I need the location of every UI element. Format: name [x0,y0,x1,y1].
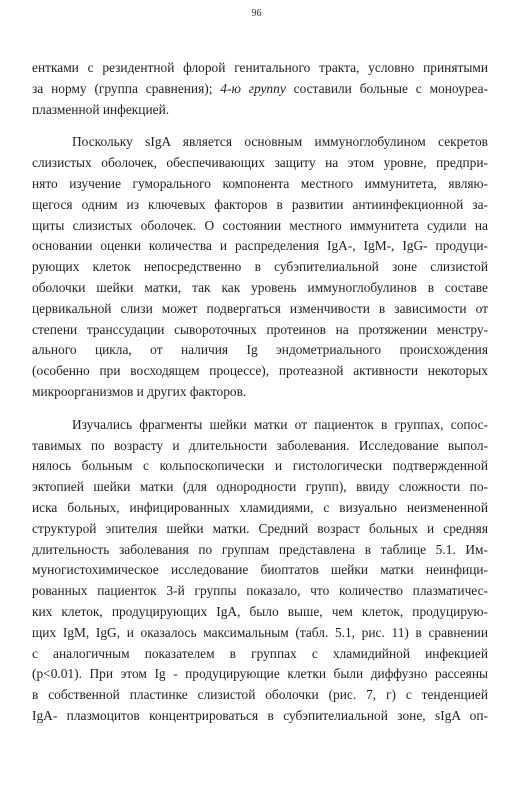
text-line: рующих клеток непосредственно в субэпителиальной зоне слизистой [32,259,488,275]
text-line: оболочки шейки матки, так как уровень иммуноглобулинов в составе [32,279,488,295]
text-line: Поскольку sIgA является основным иммуноглобулином секретов [72,134,488,150]
text-line: в собственной пластинке слизистой оболочки (рис. 7, г) с тенденцией [32,687,488,703]
text-line: иска больных, инфицированных хламидиями, с визуально неизмененной [32,499,488,515]
text-line: щиты слизистых оболочек. О состоянии местного иммунитета судили на [32,217,488,233]
text-line: ального цикла, от наличия Ig эндометриального происхождения [32,342,488,358]
text-line: нято изучение гуморального компонента местного иммунитета, являю- [32,175,488,191]
text-line: микроорганизмов и других факторов. [32,383,247,399]
text-line-with-italic: за норму (группа сравнения); 4-ю группу составили больные с моноуреа- [32,80,488,96]
text-line: Изучались фрагменты шейки матки от пациенток в группах, сопос- [72,416,488,432]
text-line: щих IgM, IgG, и оказалось максимальным (табл. 5.1, рис. 11) в сравнении [32,624,488,640]
text-line: эктопией шейки матки (для однородности групп), ввиду сложности по- [32,479,488,495]
text-line: ких клеток, продуцирующих IgA, было выше, чем клеток, продуцирую- [32,603,488,619]
text-line: степени транссудации сывороточных протеинов на протяжении менстру- [32,321,488,337]
text-line: слизистых оболочек, обеспечивающих защиту на этом уровне, предпри- [32,155,488,171]
text-line: с аналогичным показателем в группах с хламидийной инфекцией [32,645,488,661]
text-line: плазменной инфекцией. [32,101,170,117]
text-line: ентками с резидентной флорой генитального тракта, условно принятыми [32,60,488,75]
text-line: (особенно при восходящем процессе), протеазной активности некоторых [32,363,488,379]
text-line: щегося одним из ключевых факторов в развитии антиинфекционной за- [32,196,488,212]
text-line: тавимых по возрасту и длительности заболевания. Исследование выпол- [32,437,488,453]
page-number: 96 [251,8,262,19]
text-line: IgA- плазмоцитов концентрироваться в субэпителиальной зоне, sIgA оп- [32,707,488,723]
text-line: структурой эпителия шейки матки. Средний возраст больных и средняя [32,520,488,536]
text-line: муногистохимическое исследование биоптатов шейки матки неинфици- [32,562,488,578]
text-line: длительность заболевания по группам представлена в таблице 5.1. Им- [32,541,488,557]
body-text [32,58,488,727]
text-line: цервикальной слизи может подвергаться изменчивости в зависимости от [32,300,488,316]
text-line: нялось больным с кольпоскопически и гистологически подтвержденной [32,458,488,474]
text-line: рованных пациенток 3-й группы показало, что количество плазматичес- [32,583,488,599]
text-line: (p<0.01). При этом Ig - продуцирующие клетки были диффузно рассеяны [32,666,488,682]
text-line: основании оценки количества и распределения IgA-, IgM-, IgG- продуци- [32,238,488,254]
italic-phrase: 4-ю группу [220,80,286,96]
